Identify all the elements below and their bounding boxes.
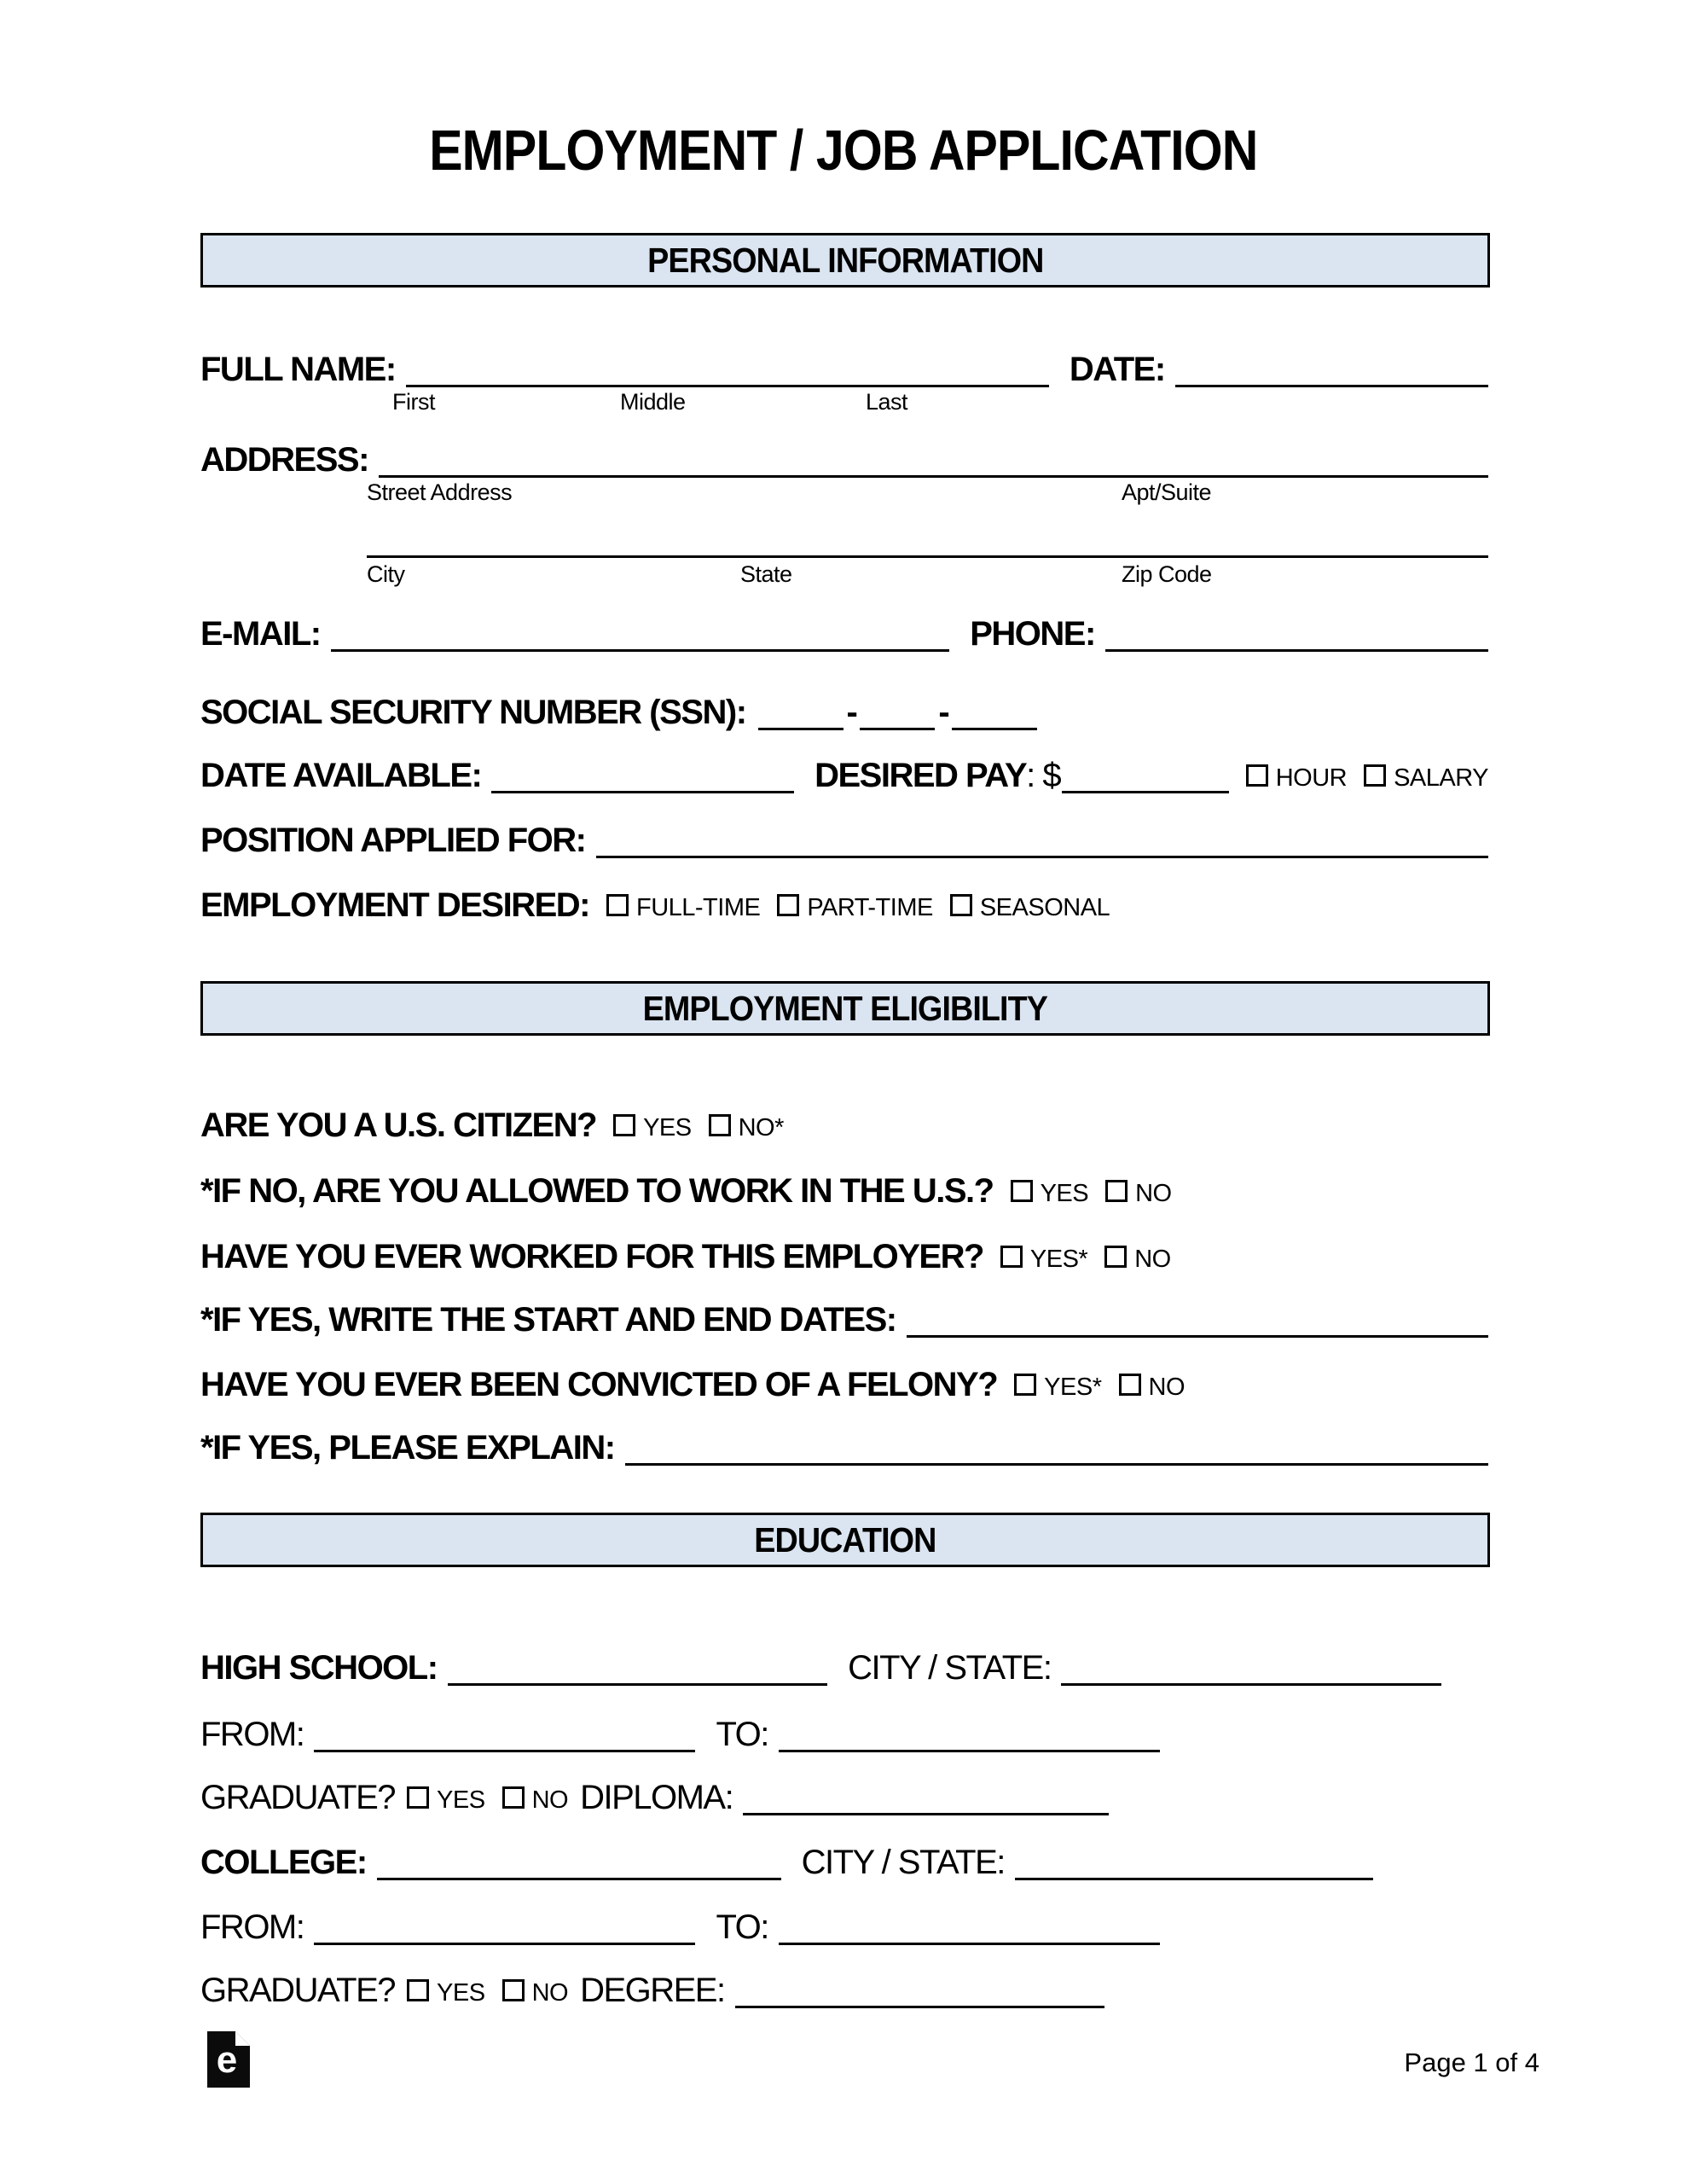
high-school-row xyxy=(200,1643,1441,1686)
city-sublabel: City xyxy=(367,561,405,587)
start-end-dates-row xyxy=(200,1295,1488,1338)
college-to-input-line[interactable] xyxy=(779,1934,1160,1945)
college-graduate-yes-label: YES xyxy=(437,1978,485,2007)
citizen-question-row xyxy=(200,1101,784,1143)
hs-to-input-line[interactable] xyxy=(779,1741,1160,1752)
date-available-label: DATE AVAILABLE: xyxy=(200,757,482,794)
hs-graduate-yes-label: YES xyxy=(437,1786,485,1814)
college-input-line[interactable] xyxy=(377,1869,781,1880)
worked-before-question-label: HAVE YOU EVER WORKED FOR THIS EMPLOYER? xyxy=(200,1238,983,1275)
checkbox-worked-yes[interactable] xyxy=(1000,1246,1023,1268)
hs-from-input-line[interactable] xyxy=(314,1741,695,1752)
felony-question-label: HAVE YOU EVER BEEN CONVICTED OF A FELONY? xyxy=(200,1366,998,1403)
checkbox-college-graduate-no[interactable] xyxy=(502,1979,525,2001)
allowed-yes-label: YES xyxy=(1040,1179,1089,1207)
felony-explain-label: *IF YES, PLEASE EXPLAIN: xyxy=(200,1429,615,1467)
state-sublabel: State xyxy=(740,561,792,587)
checkbox-citizen-yes[interactable] xyxy=(613,1114,635,1136)
address-row xyxy=(200,435,1488,478)
last-sublabel: Last xyxy=(866,389,908,415)
eligibility-header-label: EMPLOYMENT ELIGIBILITY xyxy=(642,988,1048,1028)
checkbox-part-time[interactable] xyxy=(777,894,799,916)
page-title-text: EMPLOYMENT / JOB APPLICATION xyxy=(429,119,1258,183)
high-school-from-to-row xyxy=(200,1710,1160,1752)
start-end-dates-input-line[interactable] xyxy=(907,1327,1488,1338)
apt-suite-sublabel: Apt/Suite xyxy=(1122,479,1212,505)
checkbox-hs-graduate-no[interactable] xyxy=(502,1786,525,1809)
date-label: DATE: xyxy=(1069,351,1165,388)
felony-question-row xyxy=(200,1360,1185,1403)
college-graduate-label: GRADUATE? xyxy=(200,1972,396,2009)
full-name-label: FULL NAME: xyxy=(200,351,396,388)
position-applied-row xyxy=(200,816,1488,858)
diploma-label: DIPLOMA: xyxy=(580,1779,733,1816)
allowed-to-work-question-label: *IF NO, ARE YOU ALLOWED TO WORK IN THE U.S.? xyxy=(200,1172,994,1210)
worked-no-label: NO xyxy=(1134,1245,1171,1273)
checkbox-hour[interactable] xyxy=(1246,764,1268,787)
college-graduate-no-label: NO xyxy=(531,1978,569,2007)
ssn-part1-input-line[interactable] xyxy=(758,719,844,730)
hs-from-label: FROM: xyxy=(200,1716,304,1753)
college-from-to-row xyxy=(200,1902,1160,1945)
address-line2-row xyxy=(367,515,1488,558)
college-city-state-input-line[interactable] xyxy=(1015,1869,1373,1880)
checkbox-hs-graduate-yes[interactable] xyxy=(407,1786,429,1809)
employment-desired-row xyxy=(200,880,1110,923)
ssn-part2-input-line[interactable] xyxy=(860,719,935,730)
checkbox-seasonal[interactable] xyxy=(950,894,972,916)
street-sublabel: Street Address xyxy=(367,479,513,505)
desired-pay-label: DESIRED PAY xyxy=(815,757,1027,794)
hs-to-label: TO: xyxy=(716,1716,768,1753)
position-applied-input-line[interactable] xyxy=(596,847,1489,858)
high-school-input-line[interactable] xyxy=(448,1675,828,1686)
date-input-line[interactable] xyxy=(1175,376,1488,387)
section-header-employment-eligibility xyxy=(200,981,1490,1036)
felony-yes-label: YES* xyxy=(1044,1373,1102,1401)
hs-city-state-label: CITY / STATE: xyxy=(848,1649,1052,1687)
employment-desired-label: EMPLOYMENT DESIRED: xyxy=(200,886,589,924)
allowed-to-work-question-row xyxy=(200,1166,1172,1209)
seasonal-option-label: SEASONAL xyxy=(979,893,1110,921)
ssn-label: SOCIAL SECURITY NUMBER (SSN): xyxy=(200,694,746,731)
email-input-line[interactable] xyxy=(331,641,950,652)
email-label: E-MAIL: xyxy=(200,615,321,653)
college-label: COLLEGE: xyxy=(200,1844,367,1881)
college-from-input-line[interactable] xyxy=(314,1934,695,1945)
desired-pay-dollar-sign: : $ xyxy=(1026,757,1061,794)
salary-option-label: SALARY xyxy=(1394,764,1488,792)
street-address-input-line[interactable] xyxy=(379,467,1488,478)
diploma-input-line[interactable] xyxy=(743,1804,1109,1815)
desired-pay-input-line[interactable] xyxy=(1062,782,1229,793)
checkbox-college-graduate-yes[interactable] xyxy=(407,1979,429,2001)
ssn-part3-input-line[interactable] xyxy=(952,719,1037,730)
checkbox-allowed-yes[interactable] xyxy=(1011,1180,1033,1202)
date-available-input-line[interactable] xyxy=(491,782,794,793)
city-state-zip-input-line[interactable] xyxy=(367,547,1488,558)
citizen-yes-label: YES xyxy=(643,1113,692,1141)
checkbox-citizen-no[interactable] xyxy=(709,1114,731,1136)
ssn-row xyxy=(200,688,1041,730)
section-header-education xyxy=(200,1513,1490,1567)
date-available-pay-row xyxy=(200,751,1488,793)
college-city-state-label: CITY / STATE: xyxy=(801,1844,1005,1881)
full-name-input-line[interactable] xyxy=(406,376,1049,387)
degree-label: DEGREE: xyxy=(580,1972,725,2009)
first-sublabel: First xyxy=(392,389,435,415)
college-graduate-row xyxy=(200,1966,1104,2008)
section-header-personal-information xyxy=(200,233,1490,288)
phone-input-line[interactable] xyxy=(1105,641,1488,652)
checkbox-full-time[interactable] xyxy=(606,894,629,916)
checkbox-felony-no[interactable] xyxy=(1119,1374,1141,1396)
page-title xyxy=(0,118,1687,183)
position-applied-label: POSITION APPLIED FOR: xyxy=(200,822,586,859)
high-school-graduate-row xyxy=(200,1773,1109,1815)
part-time-option-label: PART-TIME xyxy=(807,893,933,921)
education-header-label: EDUCATION xyxy=(754,1519,936,1560)
eforms-logo-letter: e xyxy=(216,2039,238,2081)
page-number: Page 1 of 4 xyxy=(1404,2048,1539,2077)
ssn-separator: - xyxy=(846,694,857,731)
full-name-row xyxy=(200,345,1488,387)
felony-explain-input-line[interactable] xyxy=(625,1455,1488,1466)
email-phone-row xyxy=(200,609,1488,652)
hs-city-state-input-line[interactable] xyxy=(1061,1675,1441,1686)
phone-label: PHONE: xyxy=(970,615,1095,653)
worked-before-question-row xyxy=(200,1232,1171,1275)
college-row xyxy=(200,1838,1373,1880)
citizen-no-label: NO* xyxy=(738,1113,784,1141)
full-time-option-label: FULL-TIME xyxy=(635,893,761,921)
address-label: ADDRESS: xyxy=(200,441,368,479)
worked-yes-label: YES* xyxy=(1029,1245,1088,1273)
college-from-label: FROM: xyxy=(200,1908,304,1946)
felony-explain-row xyxy=(200,1423,1488,1466)
start-end-dates-label: *IF YES, WRITE THE START AND END DATES: xyxy=(200,1301,896,1339)
hs-graduate-label: GRADUATE? xyxy=(200,1779,396,1816)
hour-option-label: HOUR xyxy=(1275,764,1348,792)
city-state-zip-sublabels-row xyxy=(200,561,1488,590)
name-sublabels-row xyxy=(200,389,1488,418)
personal-header-label: PERSONAL INFORMATION xyxy=(646,240,1044,280)
checkbox-allowed-no[interactable] xyxy=(1105,1180,1128,1202)
hs-graduate-no-label: NO xyxy=(531,1786,569,1814)
felony-no-label: NO xyxy=(1148,1373,1185,1401)
checkbox-felony-yes[interactable] xyxy=(1014,1374,1036,1396)
allowed-no-label: NO xyxy=(1135,1179,1172,1207)
zip-code-sublabel: Zip Code xyxy=(1122,561,1212,587)
degree-input-line[interactable] xyxy=(735,1997,1104,2008)
eforms-logo-icon xyxy=(207,2031,250,2088)
citizen-question-label: ARE YOU A U.S. CITIZEN? xyxy=(200,1107,597,1144)
college-to-label: TO: xyxy=(716,1908,768,1946)
middle-sublabel: Middle xyxy=(620,389,686,415)
ssn-separator: - xyxy=(938,694,949,731)
checkbox-salary[interactable] xyxy=(1364,764,1386,787)
high-school-label: HIGH SCHOOL: xyxy=(200,1649,438,1687)
checkbox-worked-no[interactable] xyxy=(1104,1246,1127,1268)
address-sublabels-row xyxy=(200,479,1488,508)
